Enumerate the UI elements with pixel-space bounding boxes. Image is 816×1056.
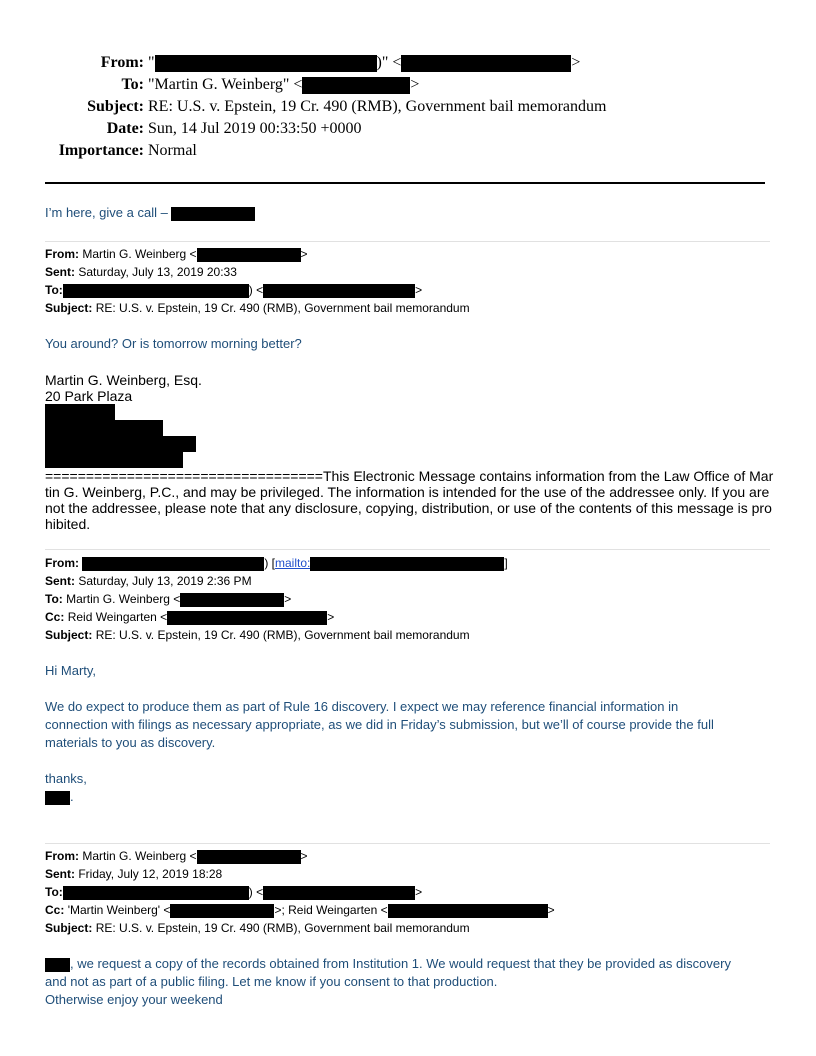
redaction — [45, 436, 196, 452]
redaction — [263, 886, 415, 900]
message-body-line: materials to you as discovery. — [45, 735, 216, 750]
redaction — [82, 557, 264, 571]
redaction — [197, 248, 301, 262]
fwd-from-row: From: Martin G. Weinberg < > — [45, 247, 308, 261]
header-importance-label: Importance: — [58, 142, 144, 159]
message-body: You around? Or is tomorrow morning better? — [45, 336, 302, 351]
message-body-line: , we request a copy of the records obtained from Institution 1. We would request that they be provided as discovery — [45, 955, 731, 973]
fwd-to-row: To: Martin G. Weinberg < > — [45, 592, 292, 606]
fwd-from-row: From: Martin G. Weinberg < > — [45, 849, 308, 863]
header-importance-row — [0, 140, 816, 162]
redaction — [155, 55, 377, 72]
fwd-sent-row: Sent: Saturday, July 13, 2019 20:33 — [45, 265, 237, 279]
header-date-label: Date: — [106, 120, 144, 137]
message-signoff: . — [45, 788, 74, 806]
redaction — [302, 77, 410, 94]
redaction — [263, 284, 415, 298]
email-header — [0, 52, 816, 162]
redaction — [170, 904, 274, 918]
redaction — [401, 55, 571, 72]
message-divider — [45, 549, 770, 550]
fwd-cc-row: Cc: Reid Weingarten < > — [45, 610, 335, 624]
message-body-line: We do expect to produce them as part of Rule 16 discovery. I expect we may reference financial information in — [45, 699, 679, 714]
message-divider — [45, 241, 770, 242]
fwd-subject-row: Subject: RE: U.S. v. Epstein, 19 Cr. 490 (RMB), Government bail memorandum — [45, 628, 470, 642]
header-date-value: Sun, 14 Jul 2019 00:33:50 +0000 — [148, 120, 362, 137]
fwd-to-row: To: ) < > — [45, 283, 423, 297]
signature-name: Martin G. Weinberg, Esq. — [45, 372, 202, 388]
fwd-from-row: From: ) [mailto: ] — [45, 556, 508, 570]
fwd-to-row: To: ) < > — [45, 885, 423, 899]
header-from-label: From: — [100, 54, 144, 71]
header-subject-value: RE: U.S. v. Epstein, 19 Cr. 490 (RMB), Government bail memorandum — [148, 98, 607, 115]
header-to-label: To: — [121, 76, 144, 93]
redaction — [197, 850, 301, 864]
header-to-value: "Martin G. Weinberg" < > — [148, 76, 420, 93]
signature-disclaimer: ==================================This Electronic Message contains information from the Law Office of Martin G. Weinberg, P.C., and may be privileged. The information is intended for the use of the addressee only. If you are not the addressee, please note that any disclosure, copying, distribution, or use of the contents of this message is prohibited. — [45, 468, 774, 532]
message-body: I’m here, give a call – — [45, 204, 255, 222]
redaction — [45, 420, 163, 436]
header-to-row — [0, 74, 816, 96]
redaction — [45, 791, 70, 805]
header-subject-row — [0, 96, 816, 118]
fwd-sent-row: Sent: Saturday, July 13, 2019 2:36 PM — [45, 574, 252, 588]
signature-address: 20 Park Plaza — [45, 388, 133, 404]
fwd-subject-row: Subject: RE: U.S. v. Epstein, 19 Cr. 490 (RMB), Government bail memorandum — [45, 301, 470, 315]
message-body-line: Otherwise enjoy your weekend — [45, 992, 223, 1007]
message-body-line: connection with filings as necessary appropriate, as we did in Friday’s submission, but we’ll of course provide the full — [45, 717, 714, 732]
redaction — [171, 207, 255, 221]
fwd-cc-row: Cc: 'Martin Weinberg' < >; Reid Weingarten < > — [45, 903, 555, 917]
redaction — [310, 557, 504, 571]
redaction — [388, 904, 548, 918]
redaction — [167, 611, 327, 625]
redaction — [45, 958, 70, 972]
message-closing: thanks, — [45, 771, 87, 786]
header-date-row — [0, 118, 816, 140]
message-body-line: and not as part of a public filing. Let me know if you consent to that production. — [45, 974, 498, 989]
message-divider — [45, 843, 770, 844]
redaction — [63, 886, 249, 900]
header-importance-value: Normal — [148, 142, 197, 159]
fwd-sent-row: Sent: Friday, July 12, 2019 18:28 — [45, 867, 223, 881]
header-divider — [45, 182, 765, 184]
fwd-subject-row: Subject: RE: U.S. v. Epstein, 19 Cr. 490 (RMB), Government bail memorandum — [45, 921, 470, 935]
header-from-value: " )" < > — [148, 54, 581, 71]
header-subject-label: Subject: — [87, 98, 144, 115]
redaction — [63, 284, 249, 298]
mailto-link[interactable]: mailto: — [275, 556, 504, 570]
message-greeting: Hi Marty, — [45, 663, 97, 678]
redaction — [45, 452, 183, 468]
header-from-row — [0, 52, 816, 74]
redaction — [45, 404, 115, 420]
redaction — [180, 593, 284, 607]
